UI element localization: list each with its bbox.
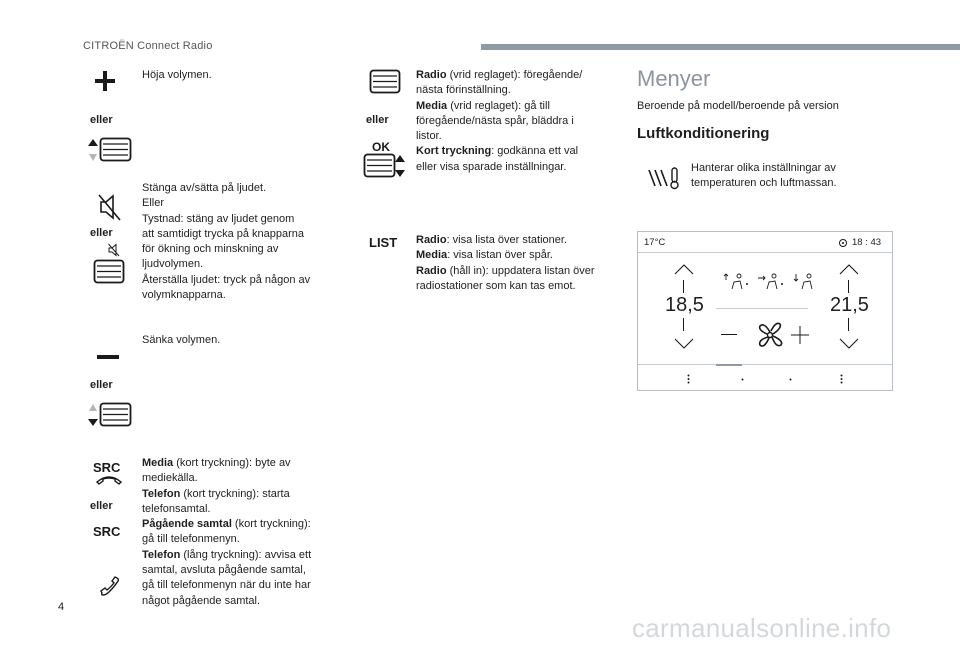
- mute-icon: [98, 193, 122, 221]
- list-text: Radio: visa lista över stationer. Media: visa listan över spår. Radio (håll in): uppdatera listan över radiostationer som kan tas emot.: [416, 234, 595, 292]
- eller-label: eller: [90, 114, 113, 126]
- air-distribution-feet-icon[interactable]: [792, 272, 820, 292]
- src-text: Media (kort tryckning): byte av mediekälla. Telefon (kort tryckning): starta telefonsamtal. Pågående samtal (kort tryckning): gå till telefonmenyn. Telefon (lång tryckning): avvisa ett samtal, avsluta pågående samtal, gå till telefonmenyn när du inte har något pågående samtal.: [142, 457, 312, 607]
- eller-label: eller: [366, 114, 389, 126]
- minus-icon: [97, 355, 119, 361]
- dot-icon[interactable]: [789, 378, 792, 381]
- page-number: 4: [58, 601, 65, 613]
- air-distribution-upper-icon[interactable]: [722, 272, 750, 292]
- mute-small-icon: [108, 243, 120, 257]
- scroll-wheel-up-icon: [88, 137, 132, 163]
- scroll-wheel-down-icon: [88, 402, 132, 428]
- watermark: carmanualsonline.info: [632, 613, 892, 643]
- subtitle: Beroende på modell/beroende på version: [637, 100, 839, 112]
- vol-down-text: Sänka volymen.: [142, 334, 221, 346]
- scroll-wheel-icon: [369, 69, 401, 95]
- phone-hangup-icon: [95, 474, 123, 486]
- ok-label: OK: [372, 140, 390, 154]
- right-temp: 21,5: [830, 294, 869, 316]
- eller-label: eller: [90, 379, 113, 391]
- radio-text: Radio (vrid reglaget): föregående/ nästa förinställning. Media (vrid reglaget): gå till föregående/nästa spår, bläddra i listor. Kort tryckning: godkänna ett val eller visa sparade inställningar.: [416, 69, 583, 173]
- subsection-title: Luftkonditionering: [637, 125, 770, 142]
- climate-desc: Hanterar olika inställningar av temperaturen och luftmassan.: [691, 162, 837, 190]
- outside-temp: 17°C: [644, 237, 666, 248]
- fan-increase-button[interactable]: [791, 326, 809, 344]
- climate-screen: [637, 231, 893, 391]
- chevron-up-icon[interactable]: [674, 263, 694, 275]
- fan-icon[interactable]: [756, 320, 784, 350]
- settings-icon: [838, 238, 848, 248]
- scroll-wheel-icon: [93, 259, 125, 285]
- phone-icon: [100, 576, 120, 596]
- list-label: LIST: [369, 235, 398, 250]
- scroll-wheel-updown-icon: [363, 153, 407, 179]
- src-label: SRC: [93, 524, 121, 539]
- header-title: CITROËN Connect Radio: [83, 40, 213, 52]
- section-title: Menyer: [637, 66, 711, 91]
- eller-label: eller: [90, 227, 113, 239]
- more-icon[interactable]: [840, 374, 843, 384]
- chevron-down-icon[interactable]: [839, 338, 859, 350]
- plus-icon: [94, 70, 116, 92]
- more-icon[interactable]: [687, 374, 690, 384]
- src-label: SRC: [93, 460, 121, 475]
- eller-label: eller: [90, 500, 113, 512]
- vol-up-text: Höja volymen.: [142, 69, 212, 81]
- air-distribution-face-icon[interactable]: [757, 272, 785, 292]
- mute-text: Stänga av/sätta på ljudet. Eller Tystnad: stäng av ljudet genom att samtidigt trycka på knapparna för ökning och minskning av ljudvolymen. Återställa ljudet: tryck på någon av volymknapparna.: [142, 182, 311, 302]
- fan-decrease-button[interactable]: [721, 334, 737, 335]
- chevron-up-icon[interactable]: [839, 263, 859, 275]
- clock: 18 : 43: [852, 237, 882, 248]
- dot-icon[interactable]: [741, 378, 744, 381]
- chevron-down-icon[interactable]: [674, 338, 694, 350]
- header-bar: [481, 44, 960, 50]
- left-temp: 18,5: [665, 294, 704, 316]
- climate-icon: [646, 166, 682, 190]
